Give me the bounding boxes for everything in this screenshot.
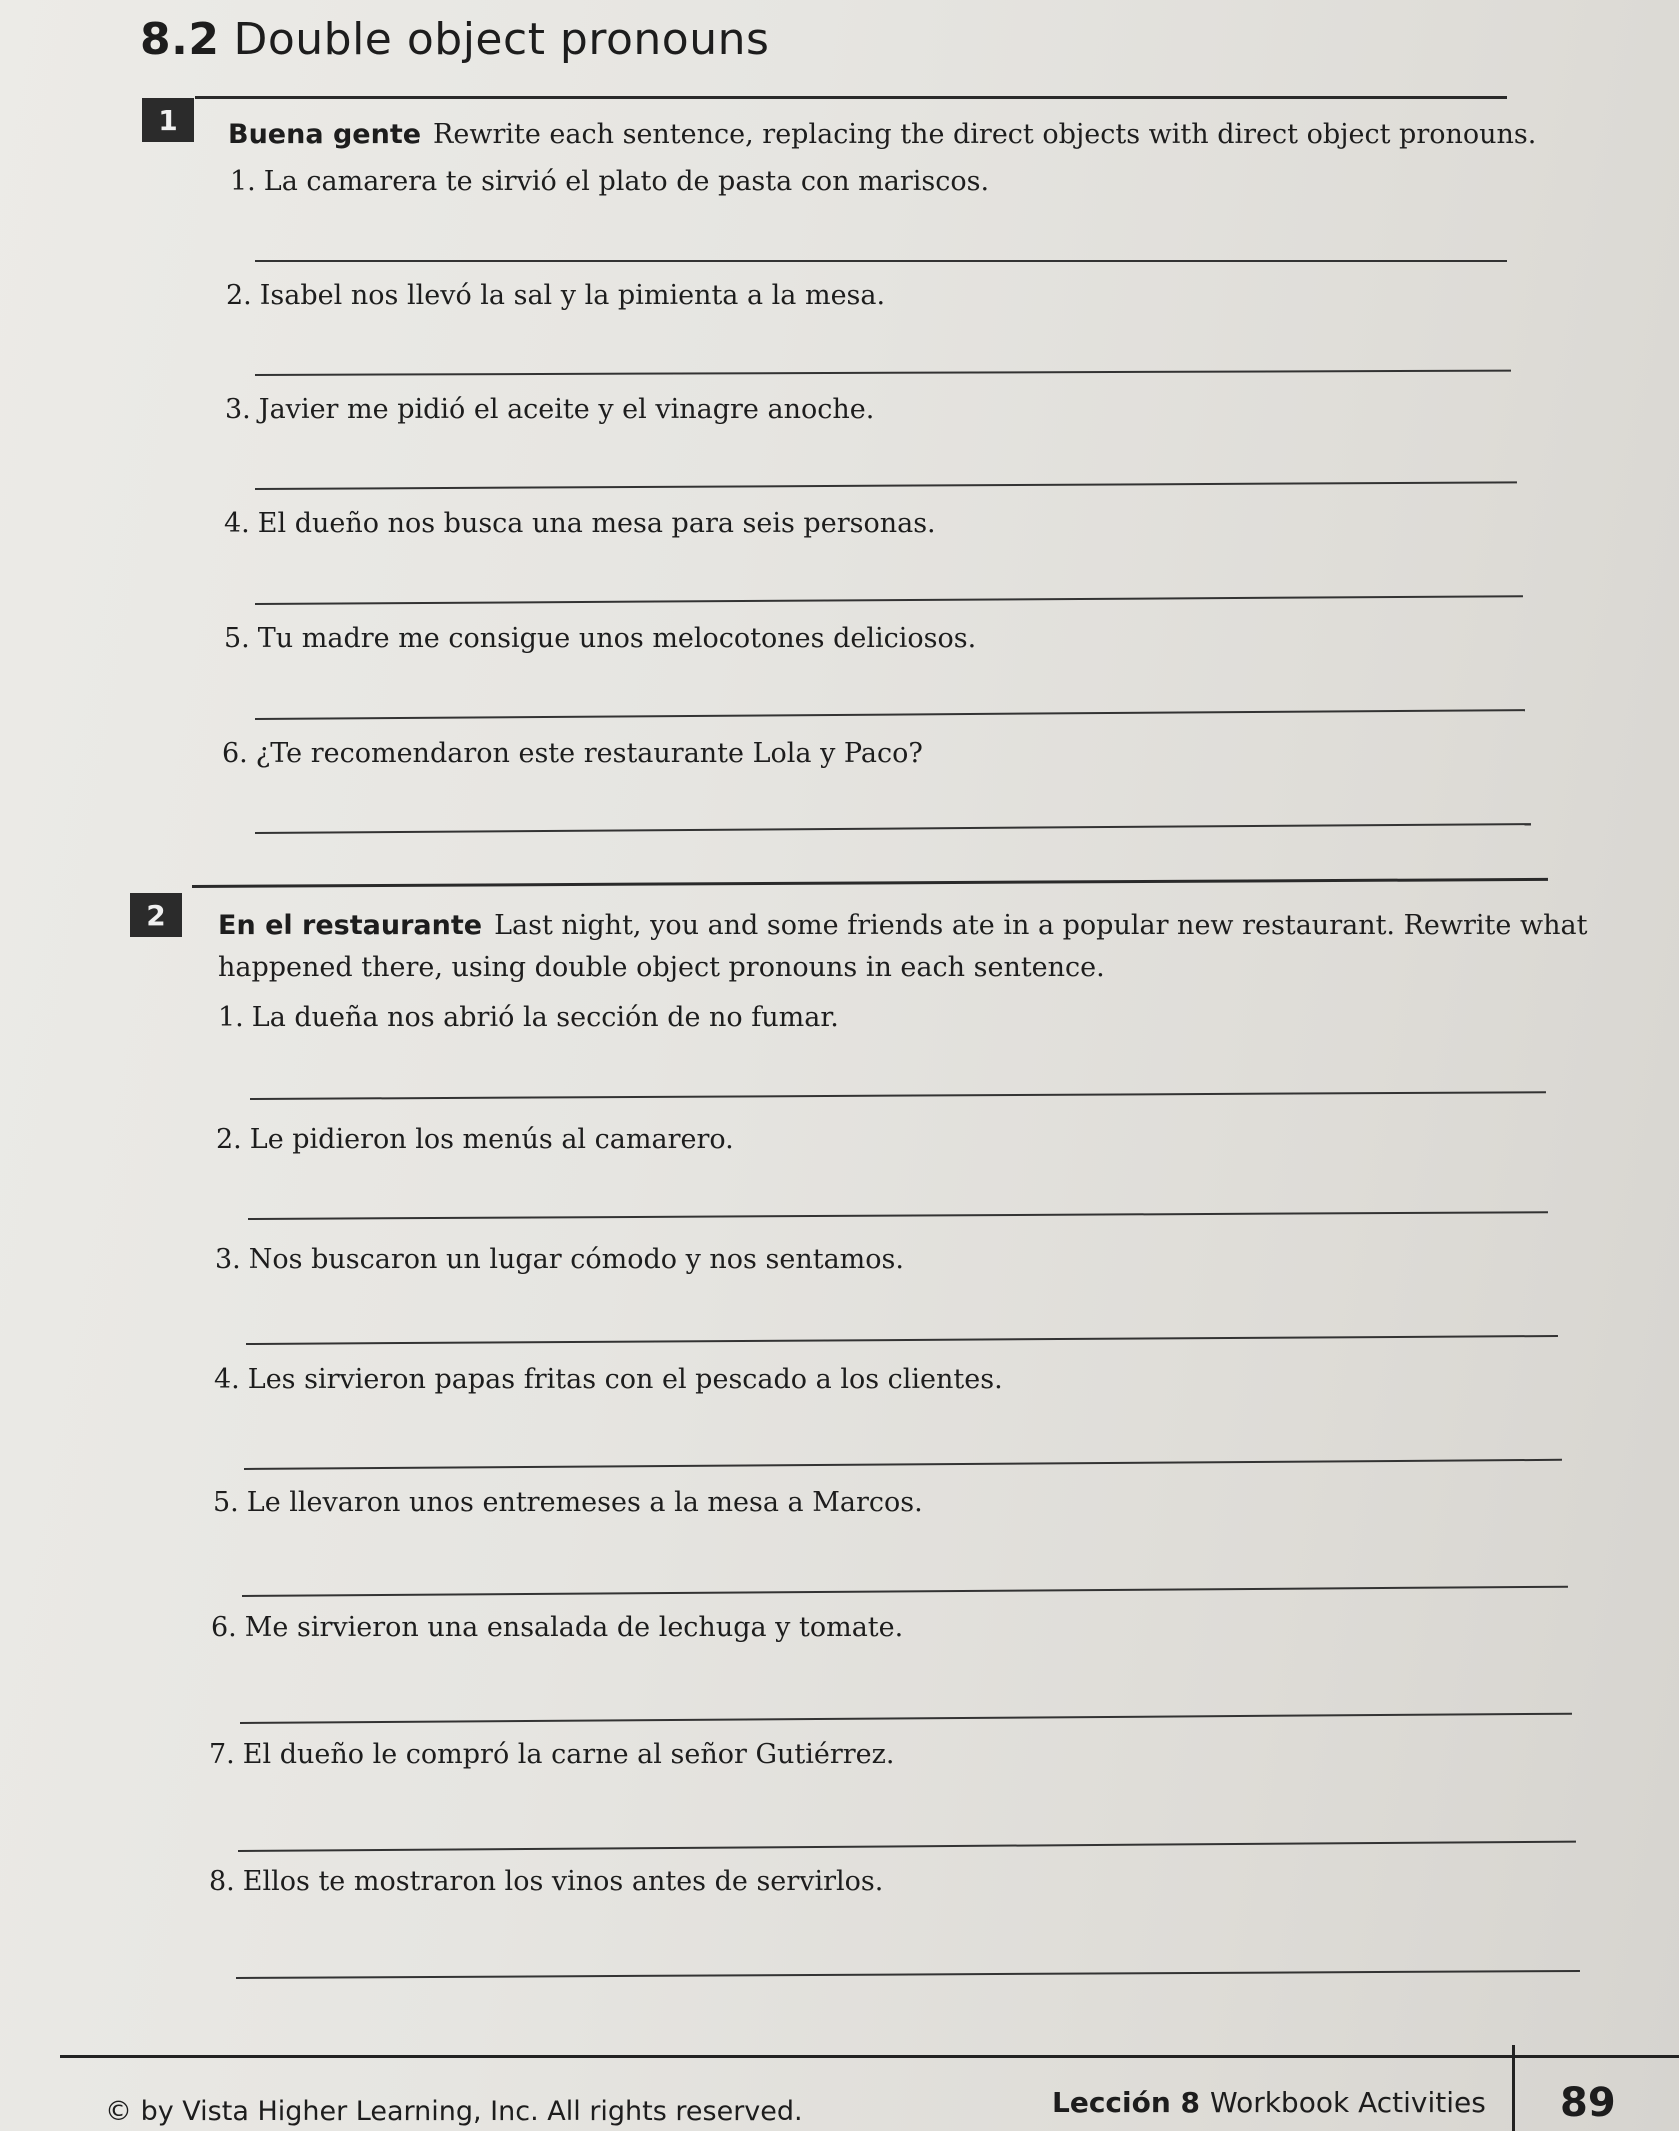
ex2-item: 8. Ellos te mostraron los vinos antes de servirlos. (209, 1866, 884, 1897)
ex2-answer-line[interactable] (240, 1713, 1572, 1724)
book-title: Workbook Activities (1210, 2086, 1486, 2119)
ex1-answer-line[interactable] (255, 481, 1517, 490)
ex1-answer-line[interactable] (255, 709, 1525, 720)
ex1-item: 2. Isabel nos llevó la sal y la pimienta a la mesa. (226, 280, 886, 311)
exercise-1-heading: Buena gente (228, 119, 422, 150)
exercise-2-badge: 2 (130, 893, 182, 937)
ex1-item: 1. La camarera te sirvió el plato de pasta con mariscos. (230, 166, 990, 197)
lesson-number: Lección 8 (1052, 2086, 1201, 2119)
ex1-item: 6. ¿Te recomendaron este restaurante Lola y Paco? (222, 738, 923, 769)
ex1-item: 5. Tu madre me consigue unos melocotones deliciosos. (224, 623, 977, 654)
exercise-2-heading: En el restaurante (218, 910, 483, 941)
ex2-answer-line[interactable] (248, 1211, 1548, 1220)
exercise-1-rule (195, 96, 1507, 99)
ex2-item: 5. Le llevaron unos entremeses a la mesa a Marcos. (213, 1487, 923, 1518)
ex1-answer-line[interactable] (255, 823, 1531, 834)
page-title (140, 14, 769, 65)
ex2-answer-line[interactable] (242, 1586, 1568, 1597)
lesson-label (1052, 2086, 1486, 2119)
ex2-item: 4. Les sirvieron papas fritas con el pescado a los clientes. (214, 1364, 1003, 1395)
ex2-item: 6. Me sirvieron una ensalada de lechuga y tomate. (211, 1612, 904, 1643)
section-title: Double object pronouns (233, 14, 770, 65)
ex2-answer-line[interactable] (238, 1841, 1576, 1852)
copyright-notice: © by Vista Higher Learning, Inc. All rights reserved. (105, 2096, 803, 2127)
exercise-1-instruction (228, 114, 1558, 156)
ex2-item: 3. Nos buscaron un lugar cómodo y nos sentamos. (215, 1244, 904, 1275)
ex1-answer-line[interactable] (255, 260, 1507, 262)
ex1-answer-line[interactable] (255, 370, 1511, 376)
ex1-item: 3. Javier me pidió el aceite y el vinagre anoche. (225, 394, 875, 425)
ex1-item: 4. El dueño nos busca una mesa para seis personas. (224, 508, 936, 539)
section-number: 8.2 (140, 14, 220, 65)
ex2-item: 2. Le pidieron los menús al camarero. (216, 1124, 734, 1155)
footer-divider (1512, 2045, 1515, 2131)
ex2-answer-line[interactable] (244, 1459, 1562, 1470)
exercise-1-badge: 1 (142, 98, 194, 142)
exercise-2-instruction-line1: Last night, you and some friends ate in a popular new restaurant. Rewrite what (494, 910, 1588, 941)
ex2-answer-line[interactable] (246, 1335, 1558, 1345)
ex1-answer-line[interactable] (255, 595, 1523, 605)
ex2-item: 1. La dueña nos abrió la sección de no fumar. (218, 1002, 839, 1033)
page-number: 89 (1560, 2080, 1616, 2126)
ex2-answer-line[interactable] (250, 1091, 1546, 1100)
exercise-1-instruction-text: Rewrite each sentence, replacing the direct objects with direct object pronouns. (433, 119, 1537, 150)
footer-rule (60, 2055, 1679, 2058)
ex2-item: 7. El dueño le compró la carne al señor Gutiérrez. (209, 1739, 895, 1770)
ex2-answer-line[interactable] (236, 1970, 1580, 1979)
exercise-2-rule (192, 878, 1548, 888)
exercise-2-instruction-line2: happened there, using double object pronouns in each sentence. (218, 952, 1105, 983)
exercise-2-instruction (218, 905, 1668, 989)
